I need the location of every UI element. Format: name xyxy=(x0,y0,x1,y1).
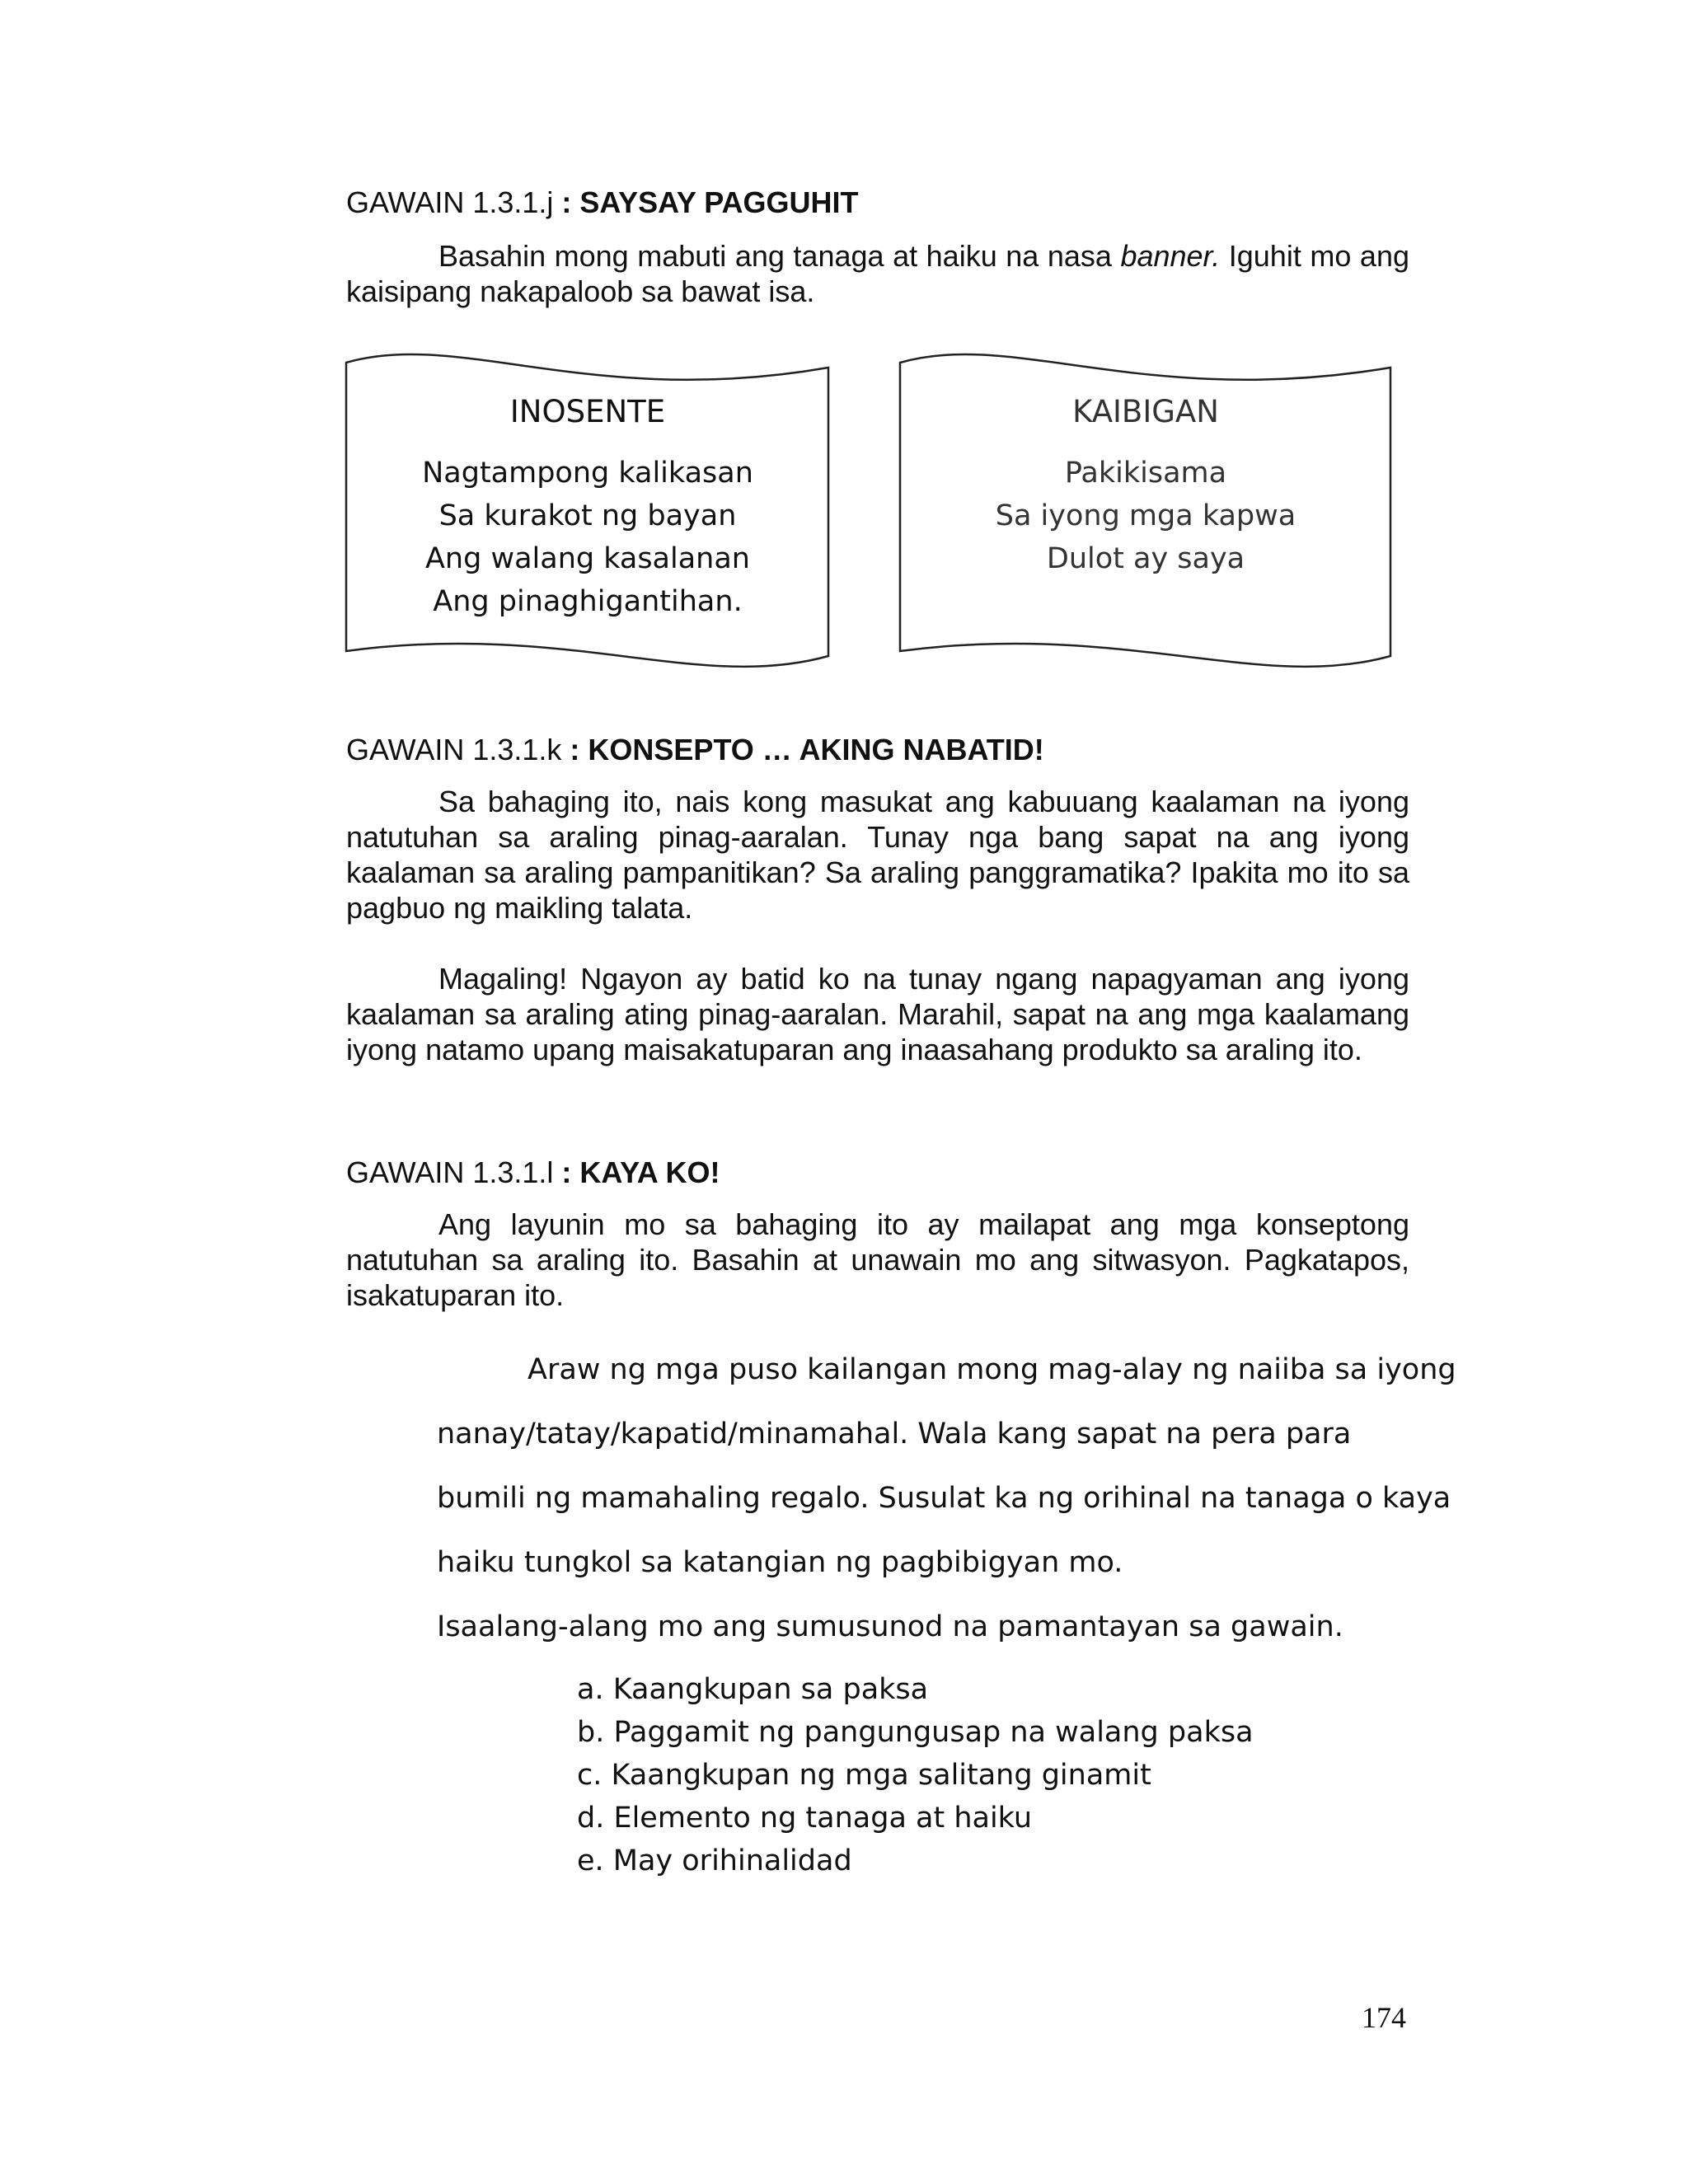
criteria-intro: Isaalang-alang mo ang sumusunod na pamantayan sa gawain. xyxy=(437,1610,1343,1643)
criteria-item: a. Kaangkupan sa paksa xyxy=(577,1673,929,1706)
page-number: 174 xyxy=(1362,2001,1406,2034)
situation-line: haiku tungkol sa katangian ng pagbibigyan mo. xyxy=(437,1546,1123,1579)
gawain-j-instruction: Basahin mong mabuti ang tanaga at haiku na nasa banner. Iguhit mo ang kaisipang nakapaloob sa bawat isa. xyxy=(346,239,1409,308)
gawain-l-paragraph: Ang layunin mo sa bahaging ito ay mailapat ang mga konseptong natutuhan sa araling ito. Basahin at unawain mo ang sitwasyon. Pagkatapos, isakatuparan ito. xyxy=(346,1207,1409,1312)
gawain-l-label: GAWAIN 1.3.1.l xyxy=(346,1155,554,1189)
criteria-list xyxy=(577,1668,1254,1882)
banner-kaibigan-line: Sa iyong mga kapwa xyxy=(995,499,1296,532)
banner-inosente-line: Nagtampong kalikasan xyxy=(422,457,753,490)
criteria-item: b. Paggamit ng pangungusap na walang paksa xyxy=(577,1716,1254,1749)
gawain-j-label: GAWAIN 1.3.1.j xyxy=(346,185,554,219)
situation-line: bumili ng mamahaling regalo. Susulat ka ng orihinal na tanaga o kaya xyxy=(437,1482,1451,1515)
banner-kaibigan xyxy=(898,344,1393,682)
banner-inosente-line: Ang pinaghigantihan. xyxy=(433,585,743,618)
gawain-k-paragraph-2: Magaling! Ngayon ay batid ko na tunay ngang napagyaman ang iyong kaalaman sa araling ating pinag-aaralan. Marahil, sapat na ang mga kaalamang iyong natamo upang maisakatuparan ang inaasahang produkto sa araling ito. xyxy=(346,962,1409,1066)
gawain-k-label: GAWAIN 1.3.1.k xyxy=(346,733,562,766)
gawain-k-heading xyxy=(346,732,1044,768)
banner-inosente-title: INOSENTE xyxy=(509,394,666,429)
banner-inosente-line: Ang walang kasalanan xyxy=(424,542,750,575)
gawain-l-title: : KAYA KO! xyxy=(561,1155,720,1189)
gawain-l-heading xyxy=(346,1155,720,1191)
criteria-item: d. Elemento ng tanaga at haiku xyxy=(577,1802,1033,1835)
banner-kaibigan-line: Dulot ay saya xyxy=(1046,542,1245,575)
gawain-j-heading xyxy=(346,185,859,221)
banner-inosente-line: Sa kurakot ng bayan xyxy=(438,499,737,532)
gawain-k-paragraph-1: Sa bahaging ito, nais kong masukat ang kabuuang kaalaman na iyong natutuhan sa araling pinag-aaralan. Tunay nga bang sapat na ang iyong kaalaman sa araling pampanitikan? Sa araling panggramatika? Ipakita mo ito sa pagbuo ng maikling talata. xyxy=(346,785,1409,925)
situation-line: Araw ng mga puso kailangan mong mag-alay ng naiiba sa iyong xyxy=(528,1353,1456,1386)
banner-kaibigan-title: KAIBIGAN xyxy=(1072,394,1219,429)
situation-line: nanay/tatay/kapatid/minamahal. Wala kang sapat na pera para xyxy=(437,1418,1352,1451)
banner-kaibigan-line: Pakikisama xyxy=(1064,457,1227,490)
banner-inosente xyxy=(345,344,831,682)
criteria-item: e. May orihinalidad xyxy=(577,1844,852,1877)
criteria-item: c. Kaangkupan ng mga salitang ginamit xyxy=(577,1759,1151,1792)
banner-word: banner. xyxy=(1120,239,1221,273)
gawain-j-title: : SAYSAY PAGGUHIT xyxy=(561,185,859,219)
gawain-k-title: : KONSEPTO … AKING NABATID! xyxy=(570,733,1044,766)
